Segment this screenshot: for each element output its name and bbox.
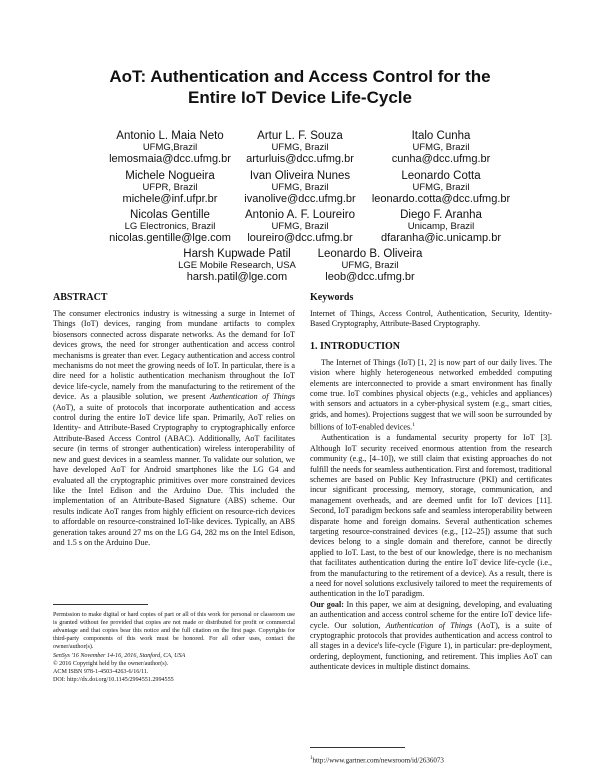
permission-block: [53, 611, 295, 684]
author-affiliation: UFMG,Brazil: [142, 142, 198, 153]
author-name: Leonardo B. Oliveira: [317, 248, 423, 260]
author-block: [356, 170, 526, 205]
goal-paragraph: [310, 600, 552, 673]
footnote-rule: [310, 747, 405, 748]
author-affiliation: UFMG, Brazil: [412, 142, 470, 153]
title-line-2: Entire IoT Device Life-Cycle: [188, 88, 412, 107]
keywords-heading: Keywords: [310, 292, 354, 303]
author-email: michele@inf.ufpr.br: [122, 193, 218, 205]
author-email: leonardo.cotta@dcc.ufmg.br: [371, 193, 511, 205]
footnote-number: 1: [310, 756, 313, 761]
author-block: [285, 248, 455, 283]
author-email: dfaranha@ic.unicamp.br: [380, 232, 501, 244]
author-email: ivanolive@dcc.ufmg.br: [244, 193, 356, 205]
abstract-emphasis: Authentication of Things: [209, 392, 295, 402]
footnote: [310, 754, 552, 765]
footnote-url: http://www.gartner.com/newsroom/id/2636073: [312, 756, 444, 765]
doi-line: DOI: http://dx.doi.org/10.1145/2994551.2994555: [53, 677, 174, 683]
author-email: cunha@dcc.ufmg.br: [391, 153, 491, 165]
goal-text: (AoT), is a suite of cryptographic protocols that provides authentication and access control to all stages in a device's life-cycle (Figure 1), in particular: pre-deployment, ordering, deployment, functioning, and retirement. This implies AoT can authenticate devices in multiple distinct domains.: [310, 620, 552, 672]
intro-paragraph: [310, 358, 552, 434]
copyright-line: © 2016 Copyright held by the owner/author(s).: [53, 661, 169, 667]
goal-emphasis: Authentication of Things: [385, 620, 473, 630]
keywords-text: Internet of Things, Access Control, Authentication, Security, Identity-Based Cryptography, Attribute-Based Cryptography.: [310, 309, 552, 329]
author-email: harsh.patil@lge.com: [186, 271, 288, 283]
goal-label: Our goal:: [310, 599, 344, 609]
goal-text: In this paper, we aim at designing, developing, and evaluating an authentication and access control scheme for the entire IoT device life-cycle. Our solution,: [310, 599, 553, 630]
author-email: nicolas.gentille@lge.com: [109, 232, 231, 244]
author-affiliation: UFMG, Brazil: [341, 260, 399, 271]
author-affiliation: Unicamp, Brazil: [407, 221, 475, 232]
author-name: Antonio L. Maia Neto: [116, 130, 224, 142]
abstract-text-part: (AoT), a suite of protocols that incorporate authentication and access control during the entire IoT device life span. Primarily, AoT relies on Identity- and Attribute-Based Cryptography to cryptographically enforce Attribute-Based Access Control (ABAC). Additionally, AoT facilitates secure (in terms of stronger authentication) wireless interoperability of new and guest devices in a seamless manner. To validate our solution, we have developed AoT for Android smartphones like the LG G4 and evaluated all the cryptographic primitives over more constrained devices like the Intel Edison and the Arduino Due. This included the implementation of an Attribute-Based Signature (ABS) scheme. Our results indicate AoT ranges from highly efficient on resource-rich devices to affordable on resource-constrained IoT-like devices. Typically, an ABS generation takes around 27 ms on the LG G4, 282 ms on the Intel Edison, and 1.5 s on the Arduino Due.: [53, 402, 295, 547]
title-line-1: AoT: Authentication and Access Control for the: [109, 67, 491, 86]
right-column: [310, 292, 552, 673]
footnote-marker: 1: [412, 422, 415, 429]
author-affiliation: UFMG, Brazil: [412, 182, 470, 193]
author-name: Antonio A. F. Loureiro: [245, 209, 355, 221]
author-name: Nicolas Gentille: [130, 209, 210, 221]
author-name: Artur L. F. Souza: [257, 130, 343, 142]
author-email: lemosmaia@dcc.ufmg.br: [109, 153, 231, 165]
author-name: Leonardo Cotta: [401, 170, 481, 182]
author-email: loureiro@dcc.ufmg.br: [247, 232, 353, 244]
author-affiliation: LGE Mobile Research, USA: [178, 260, 296, 271]
venue-line: SenSys '16 November 14-16, 2016, Stanford, CA, USA: [53, 653, 186, 659]
author-name: Ivan Oliveira Nunes: [249, 170, 351, 182]
permission-rule: [53, 604, 148, 605]
permission-text: Permission to make digital or hard copies of part or all of this work for personal or classroom use is granted without fee provided that copies are not made or distributed for profit or commercial advantage and that copies bear this notice and the full citation on the first page. Copyrights for third-party components of this work must be honored. For all other uses, contact the owner/author(s).: [53, 612, 295, 650]
abstract-text-part: The consumer electronics industry is witnessing a surge in Internet of Things (IoT) devices, ranging from mundane artifacts to complex biosensors connected across disparate networks. As the demand for IoT devices grows, the need for stronger authentication and access control mechanisms is greater than ever. Legacy authentication and access control mechanisms do not meet the growing needs of IoT. In particular, there is a dire need for a holistic authentication mechanism throughout the IoT device life-cycle, namely from the manufacturing to the retirement of the device. As a plausible solution, we present: [53, 309, 295, 402]
author-affiliation: UFMG, Brazil: [271, 182, 329, 193]
paper-title: [40, 66, 560, 108]
author-name: Diego F. Aranha: [400, 209, 482, 221]
abstract-text: [53, 309, 295, 548]
author-name: Harsh Kupwade Patil: [183, 248, 291, 260]
author-email: leob@dcc.ufmg.br: [325, 271, 415, 283]
author-affiliation: LG Electronics, Brazil: [124, 221, 216, 232]
author-affiliation: UFPR, Brazil: [142, 182, 198, 193]
abstract-section: [53, 292, 295, 548]
author-email: arturluis@dcc.ufmg.br: [246, 153, 354, 165]
author-block: [356, 130, 526, 165]
abstract-heading: ABSTRACT: [53, 292, 108, 303]
introduction-heading: 1. INTRODUCTION: [310, 340, 401, 352]
author-block: [356, 209, 526, 244]
author-name: Michele Nogueira: [125, 170, 215, 182]
intro-paragraph: Authentication is a fundamental security property for IoT [3]. Although IoT security received enormous attention from the research community (e.g., [4–10]), we still claim that existing approaches do not fulfill the needs for seamless authentication. First and foremost, traditional schemes are based on Public Key Infrastructure (PKI) and certificates incur significant processing, memory, storage, communication, and management overheads, and are deemed unfit for IoT devices [11]. Second, IoT paradigm beckons safe and seamless interoperability between disparate home and foreign domains. Several authentication schemes targeting resource-constrained devices (e.g., [12–25]) assume that such devices belong to a single domain and therefore, cannot be directly applied to IoT. Last, to the best of our knowledge, there is no mechanism that facilitates authentication during the entire IoT device life-cycle (i.e., from the manufacturing to the retirement of a device). As a result, there is a need for novel solutions exclusively tailored to meet the requirements of authentication in the IoT paradigm.: [310, 433, 552, 599]
author-affiliation: UFMG, Brazil: [271, 142, 329, 153]
intro-text: The Internet of Things (IoT) [1, 2] is now part of our daily lives. The vision where highly heterogeneous networked embedded computing elements are interconnected to provide a smart environment has finally come true. IoT combines physical objects (e.g., vehicles and appliances) with sensors and actuators in a cyber-physical system (e.g., smart cities, grids, and homes). Projections suggest that we will soon be surrounded by billions of IoT-enabled devices.: [310, 357, 552, 432]
author-name: Italo Cunha: [411, 130, 471, 142]
isbn-line: ACM ISBN 978-1-4503-4263-6/16/11.: [53, 669, 149, 675]
author-affiliation: UFMG, Brazil: [271, 221, 329, 232]
